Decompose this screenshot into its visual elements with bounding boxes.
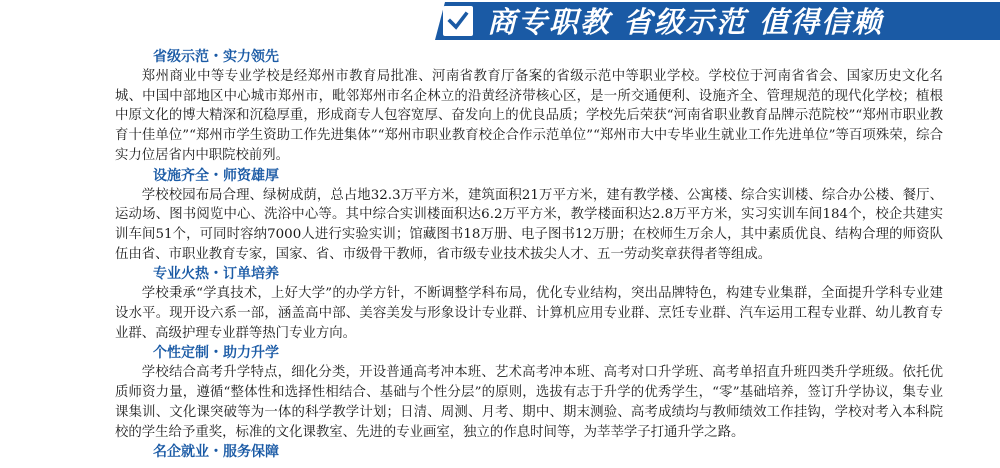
header-banner <box>435 0 1000 44</box>
section-title: 省级示范・实力领先 <box>153 49 279 65</box>
section-body: 学校结合高考升学特点，细化分类，开设普通高考冲本班、艺术高考冲本班、高考对口升学班、高考单招直升班四类升学班级。依托优质师资力量，遵循“整体性和选择性相结合、基础与个性分层”的原则，选拔有志于升学的优秀学生，“零”基础培养，签订升学协议，集专业课集训、文化课突破等为一体的科学教学计划；日清、周测、月考、期中、期末测验、高考成绩均与教师绩效工作挂钩，学校对考入本科院校的学生给予重奖，标准的文化课教室、先进的专业画室，独立的作息时间等，为莘莘学子打通升学之路。 <box>115 365 943 440</box>
check-icon <box>443 6 473 36</box>
article-content <box>115 47 943 462</box>
section-title: 个性定制・助力升学 <box>153 345 279 362</box>
section-body: 郑州商业中等专业学校是经郑州市教育局批准、河南省教育厅备案的省级示范中等职业学校。学校位于河南省省会、国家历史文化名城、中国中部地区中心城市郑州市，毗邻郑州市名企林立的沿黄经济带核心区，是一所交通便利、设施齐全、管理规范的现代化学校；植根中原文化的博大精深和沉稳厚重，形成商专人包容宽厚、奋发向上的优良品质；学校先后荣获“河南省职业教育品牌示范院校”“郑州市职业教育十佳单位”“郑州市学生资助工作先进集体”“郑州市职业教育校企合作示范单位”“郑州市大中专毕业生就业工作先进单位”等百项殊荣，综合实力位居省内中职院校前列。 <box>115 69 943 163</box>
section-title: 名企就业・服务保障 <box>153 444 279 461</box>
section-body: 学校校园布局合理、绿树成荫，总占地32.3万平方米，建筑面积21万平方米，建有教学楼、公寓楼、综合实训楼、综合办公楼、餐厅、运动场、图书阅览中心、洗浴中心等。其中综合实训楼面积达6.2万平方米，教学楼面积达2.8万平方米，实习实训车间184个，校企共建实训车间51个，可同时容纳7000人进行实验实训；馆藏图书18万册、电子图书12万册；在校师生万余人，其中素质优良、结构合理的师资队伍由省、市职业教育专家，国家、省、市级骨干教师，省市级专业技术拔尖人才、五一劳动奖章获得者等组成。 <box>115 187 943 262</box>
section-title: 专业火热・订单培养 <box>153 266 279 283</box>
banner-title: 商专职教 省级示范 值得信赖 <box>487 5 884 39</box>
section-title: 设施齐全・师资雄厚 <box>153 167 279 184</box>
section-body: 学校秉承“学真技术，上好大学”的办学方针，不断调整学科布局，优化专业结构，突出品牌特色，构建专业集群，全面提升学科专业建设水平。现开设六系一部，涵盖高中部、美容美发与形象设计专业群、计算机应用专业群、烹饪专业群、汽车运用工程专业群、幼儿教育专业群、高级护理专业群等热门专业方向。 <box>115 286 943 341</box>
